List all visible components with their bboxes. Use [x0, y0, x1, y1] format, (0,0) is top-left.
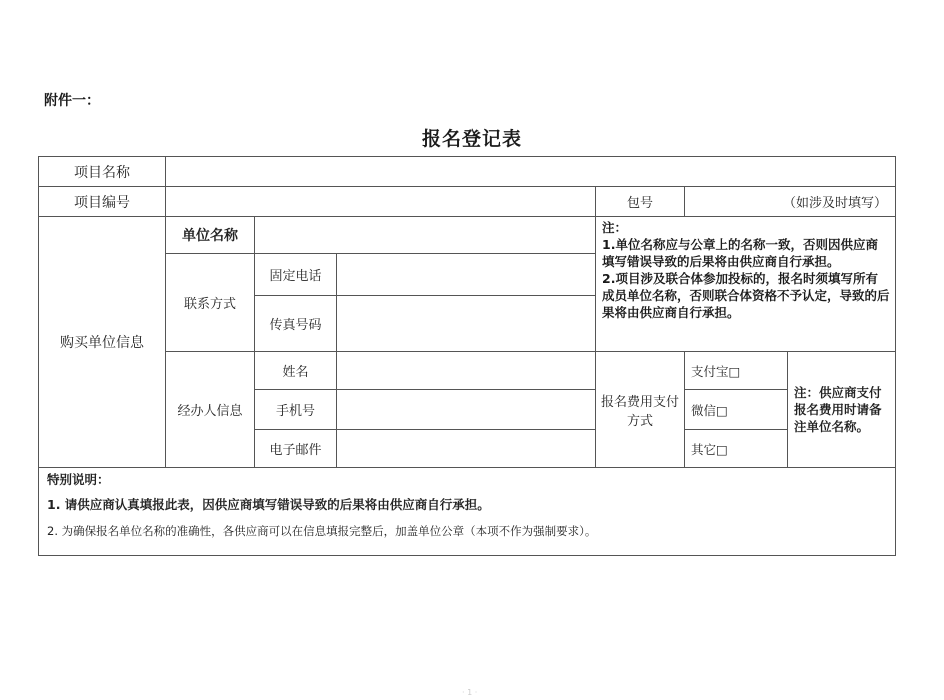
buyer-info-label: 购买单位信息	[39, 217, 166, 468]
project-number-field[interactable]	[166, 187, 596, 217]
note-item-2: 2.项目涉及联合体参加投标的，报名时须填写所有成员单位名称，否则联合体资格不予认定，导致的后果将由供应商自行承担。	[602, 271, 890, 320]
unit-name-field[interactable]	[255, 217, 596, 254]
payment-method-label: 报名费用支付方式	[596, 352, 685, 468]
notes-box	[596, 217, 896, 352]
email-label: 电子邮件	[255, 430, 337, 468]
mobile-field[interactable]	[337, 390, 596, 430]
payment-option-other[interactable]: 其它□	[685, 430, 788, 468]
agent-info-label: 经办人信息	[166, 352, 255, 468]
payment-option-alipay[interactable]: 支付宝□	[685, 352, 788, 390]
landline-label: 固定电话	[255, 254, 337, 296]
project-number-label: 项目编号	[39, 187, 166, 217]
agent-name-label: 姓名	[255, 352, 337, 390]
attachment-label: 附件一：	[44, 93, 100, 109]
project-name-label: 项目名称	[39, 157, 166, 187]
page-footer-mark: · 1 ·	[462, 688, 478, 697]
email-field[interactable]	[337, 430, 596, 468]
note-title: 注：	[602, 220, 628, 235]
special-remarks	[39, 468, 896, 556]
contact-method-label: 联系方式	[166, 254, 255, 352]
payment-option-wechat[interactable]: 微信□	[685, 390, 788, 430]
payment-note: 注：供应商支付报名费用时请备注单位名称。	[788, 352, 896, 468]
fax-field[interactable]	[337, 296, 596, 352]
agent-name-field[interactable]	[337, 352, 596, 390]
remarks-title: 特别说明：	[47, 472, 110, 487]
landline-field[interactable]	[337, 254, 596, 296]
package-number-field[interactable]: （如涉及时填写）	[685, 187, 896, 217]
fax-label: 传真号码	[255, 296, 337, 352]
registration-form-table	[38, 156, 896, 556]
document-title: 报名登记表	[421, 128, 522, 150]
remarks-item-1: 1. 请供应商认真填报此表，因供应商填写错误导致的后果将由供应商自行承担。	[47, 497, 490, 512]
package-number-label: 包号	[596, 187, 685, 217]
note-item-1: 1.单位名称应与公章上的名称一致，否则因供应商填写错误导致的后果将由供应商自行承担。	[602, 237, 878, 269]
project-name-field[interactable]	[166, 157, 896, 187]
remarks-item-2: 2. 为确保报名单位名称的准确性，各供应商可以在信息填报完整后，加盖单位公章（本项不作为强制要求）。	[47, 524, 597, 538]
unit-name-label: 单位名称	[166, 217, 255, 254]
mobile-label: 手机号	[255, 390, 337, 430]
